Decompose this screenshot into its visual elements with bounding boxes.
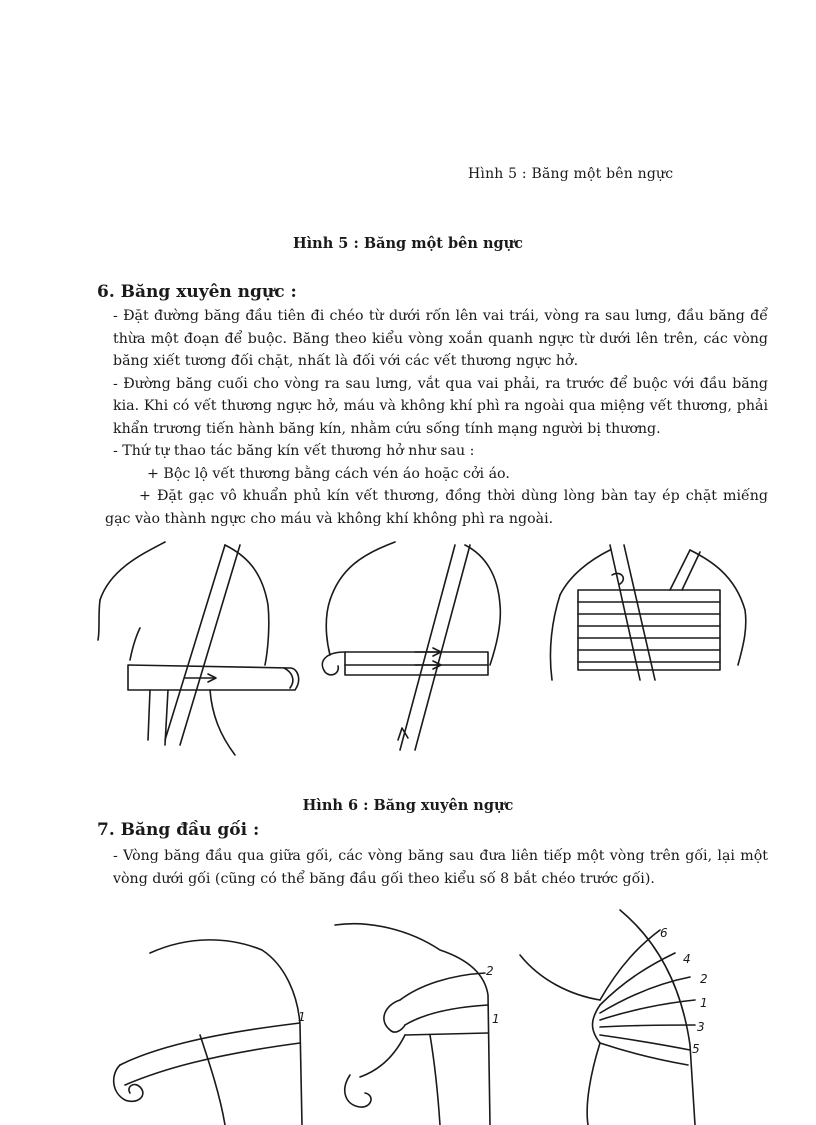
section7-body: [113, 845, 768, 890]
knee-b-label-1: 1: [492, 1012, 500, 1026]
fig5-caption: [0, 235, 816, 252]
knee-c-label-4: 4: [683, 952, 691, 966]
knee-drawing-2: [335, 924, 500, 1125]
chest-drawing-2: [322, 542, 500, 750]
section7-heading: 7. Băng đầu gối :: [97, 820, 260, 840]
section6-heading: 6. Băng xuyên ngực :: [97, 282, 297, 302]
knee-b-label-2: 2: [486, 964, 494, 978]
section6-line-2: - Đường băng cuối cho vòng ra sau lưng, vắt qua vai phải, ra trước để buộc với đầu băng kia. Khi có vết thương ngực hở, máu và không khí phì ra ngoài qua miệng vết thương, phải khẩn trương tiến hành băng kín, nhằm cứu sống tính mạng người bị thương.: [113, 375, 768, 437]
fig5-caption-prefix: Hình 5 :: [292, 235, 359, 252]
knee-c-label-1: 1: [700, 996, 708, 1010]
knee-c-label-6: 6: [660, 926, 668, 940]
section6-line-4: + Bộc lộ vết thương bằng cách vén áo hoặc cởi áo.: [147, 465, 510, 482]
fig5-caption-text: Băng một bên ngực: [358, 235, 524, 252]
section6-body: [105, 305, 768, 530]
section7-line-1: - Vòng băng đầu qua giữa gối, các vòng băng sau đưa liên tiếp một vòng trên gối, lại một vòng dưới gối (cũng có thể băng đầu gối theo kiểu số 8 bắt chéo trước gối).: [113, 848, 768, 887]
knee-drawing-3: [520, 910, 708, 1125]
section6-line-1: - Đặt đường băng đầu tiên đi chéo từ dưới rốn lên vai trái, vòng ra sau lưng, đầu băng để thừa một đoạn để buộc. Băng theo kiểu vòng xoắn quanh ngực từ dưới lên trên, các vòng băng xiết tương đối chặt, nhất là đối với các vết thương ngực hở.: [113, 308, 768, 369]
knee-c-label-5: 5: [692, 1042, 700, 1056]
knee-drawing-1: [114, 940, 306, 1125]
section6-line-5: + Đặt gạc vô khuẩn phủ kín vết thương, đồng thời dùng lòng bàn tay ép chặt miếng gạc vào thành ngực cho máu và không khí không phì ra ngoài.: [105, 488, 768, 527]
fig6-caption-prefix: Hình 6 :: [302, 797, 369, 814]
fig6-caption-text: Băng xuyên ngực: [368, 797, 514, 814]
top-caption: Hình 5 : Băng một bên ngực: [468, 166, 674, 182]
fig6-illustrations: [0, 540, 816, 780]
section6-line-3: - Thứ tự thao tác băng kín vết thương hở như sau :: [113, 443, 475, 459]
knee-illustrations: [0, 895, 816, 1125]
fig6-caption: [0, 797, 816, 814]
knee-a-label-1: 1: [298, 1010, 306, 1024]
chest-drawing-1: [98, 542, 299, 755]
chest-drawing-3: [550, 545, 745, 680]
knee-c-label-3: 3: [697, 1020, 705, 1034]
knee-c-label-2: 2: [700, 972, 708, 986]
